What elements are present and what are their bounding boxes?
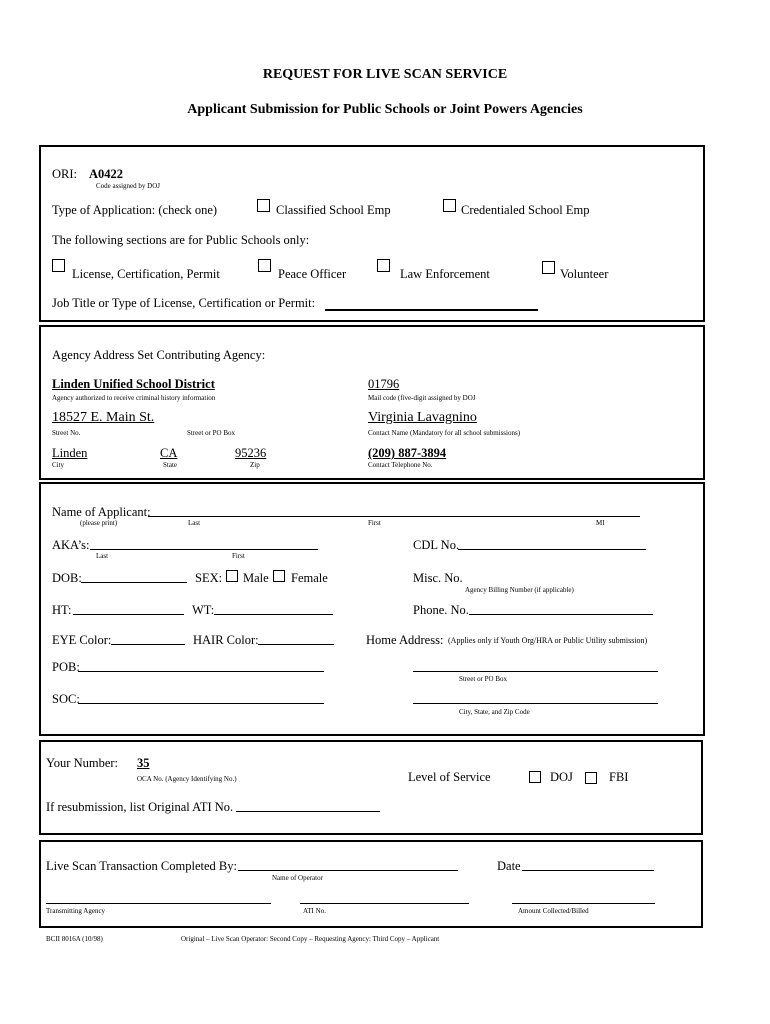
license-label: License, Certification, Permit xyxy=(72,267,220,281)
amount-field[interactable] xyxy=(512,903,655,904)
fbi-checkbox[interactable] xyxy=(585,772,597,784)
fbi-label: FBI xyxy=(609,770,629,784)
dob-field[interactable] xyxy=(81,582,187,583)
copy-distribution: Original – Live Scan Operator: Second Copy – Requesting Agency: Third Copy – Applicant xyxy=(181,935,440,943)
credentialed-checkbox[interactable] xyxy=(443,199,456,212)
doj-label: DOJ xyxy=(550,770,573,784)
transmitting-agency-caption: Transmitting Agency xyxy=(46,907,106,915)
mail-code-caption: Mail code (five-digit assigned by DOJ xyxy=(368,394,476,402)
law-enforcement-label: Law Enforcement xyxy=(400,267,490,281)
peace-officer-label: Peace Officer xyxy=(278,267,347,281)
aka-label: AKA’s: xyxy=(52,538,90,552)
level-of-service-label: Level of Service xyxy=(408,770,491,784)
job-title-label: Job Title or Type of License, Certification or Permit: xyxy=(52,296,316,310)
volunteer-checkbox[interactable] xyxy=(542,261,555,274)
form-subtitle: Applicant Submission for Public Schools or Joint Powers Agencies xyxy=(187,102,583,117)
male-label: Male xyxy=(243,571,269,585)
height-label: HT: xyxy=(52,603,72,617)
home-street-caption: Street or PO Box xyxy=(459,675,508,683)
misc-caption: Agency Billing Number (if applicable) xyxy=(465,586,574,594)
home-city-caption: City, State, and Zip Code xyxy=(459,708,530,716)
law-enforcement-checkbox[interactable] xyxy=(377,259,390,272)
resubmission-label: If resubmission, list Original ATI No. xyxy=(46,800,234,814)
mail-code: 01796 xyxy=(368,377,400,391)
weight-label: WT: xyxy=(192,603,215,617)
home-address-label: Home Address: xyxy=(366,633,444,647)
phone-field[interactable] xyxy=(469,614,653,615)
agency-zip: 95236 xyxy=(235,446,267,460)
classified-checkbox[interactable] xyxy=(257,199,270,212)
male-checkbox[interactable] xyxy=(226,570,238,582)
weight-field[interactable] xyxy=(214,614,333,615)
aka-last-caption: Last xyxy=(96,552,109,560)
last-caption: Last xyxy=(188,519,201,527)
public-schools-note: The following sections are for Public Schools only: xyxy=(52,233,310,247)
cdl-label: CDL No. xyxy=(413,538,460,552)
dob-label: DOB: xyxy=(52,571,82,585)
form-title: REQUEST FOR LIVE SCAN SERVICE xyxy=(262,67,508,82)
agency-city: Linden xyxy=(52,446,88,460)
eye-color-field[interactable] xyxy=(111,644,185,645)
pob-field[interactable] xyxy=(78,671,324,672)
form-number: BCII 8016A (10/98) xyxy=(46,935,103,943)
credentialed-label: Credentialed School Emp xyxy=(461,203,590,217)
resubmission-field[interactable] xyxy=(236,811,380,812)
home-street-field[interactable] xyxy=(413,671,658,672)
soc-field[interactable] xyxy=(78,703,324,704)
female-label: Female xyxy=(291,571,328,585)
misc-label: Misc. No. xyxy=(413,571,463,585)
agency-street: 18527 E. Main St. xyxy=(52,410,155,425)
please-print-caption: (please print) xyxy=(80,519,118,527)
applicant-name-label: Name of Applicant: xyxy=(52,505,151,519)
pob-label: POB: xyxy=(52,660,80,674)
sex-label: SEX: xyxy=(195,571,223,585)
transmitting-agency-field[interactable] xyxy=(46,903,271,904)
applicant-name-field[interactable] xyxy=(148,516,640,517)
contact-phone: (209) 887-3894 xyxy=(368,446,447,460)
phone-label: Phone. No. xyxy=(413,603,469,617)
contact-phone-caption: Contact Telephone No. xyxy=(368,461,433,469)
first-caption: First xyxy=(368,519,381,527)
street-caption: Street No. xyxy=(52,429,81,437)
ori-caption: Code assigned by DOJ xyxy=(96,182,160,190)
date-field[interactable] xyxy=(522,870,654,871)
po-box-caption: Street or PO Box xyxy=(187,429,236,437)
city-caption: City xyxy=(52,461,65,469)
agency-heading: Agency Address Set Contributing Agency: xyxy=(52,348,266,362)
doj-checkbox[interactable] xyxy=(529,771,541,783)
volunteer-label: Volunteer xyxy=(560,267,609,281)
contact-caption: Contact Name (Mandatory for all school submissions) xyxy=(368,429,521,437)
application-type-label: Type of Application: (check one) xyxy=(52,203,218,217)
operator-field[interactable] xyxy=(238,870,458,871)
operator-caption: Name of Operator xyxy=(272,874,323,882)
completed-by-label: Live Scan Transaction Completed By: xyxy=(46,859,237,873)
license-checkbox[interactable] xyxy=(52,259,65,272)
classified-label: Classified School Emp xyxy=(276,203,391,217)
aka-field[interactable] xyxy=(90,549,318,550)
ori-label: ORI: xyxy=(52,167,77,181)
peace-officer-checkbox[interactable] xyxy=(258,259,271,272)
mi-caption: MI xyxy=(596,519,605,527)
completion-section xyxy=(39,840,703,928)
agency-name: Linden Unified School District xyxy=(52,377,215,391)
date-label: Date xyxy=(497,859,521,873)
your-number-label: Your Number: xyxy=(46,756,118,770)
soc-label: SOC: xyxy=(52,692,80,706)
ati-caption: ATI No. xyxy=(303,907,326,915)
agency-name-caption: Agency authorized to receive criminal history information xyxy=(52,394,216,402)
job-title-field[interactable] xyxy=(325,309,538,311)
home-city-field[interactable] xyxy=(413,703,658,704)
height-field[interactable] xyxy=(73,614,184,615)
hair-color-label: HAIR Color: xyxy=(193,633,259,647)
female-checkbox[interactable] xyxy=(273,570,285,582)
ori-value: A0422 xyxy=(89,167,124,181)
zip-caption: Zip xyxy=(250,461,260,469)
oca-section xyxy=(39,740,703,835)
amount-caption: Amount Collected/Billed xyxy=(518,907,589,915)
ati-field[interactable] xyxy=(300,903,469,904)
home-address-note: (Applies only if Youth Org/HRA or Public Utility submission) xyxy=(448,636,648,645)
hair-color-field[interactable] xyxy=(258,644,334,645)
aka-first-caption: First xyxy=(232,552,245,560)
your-number-value: 35 xyxy=(137,756,150,770)
contact-name: Virginia Lavagnino xyxy=(368,410,477,425)
agency-state: CA xyxy=(160,446,178,460)
oca-caption: OCA No. (Agency Identifying No.) xyxy=(137,775,237,783)
cdl-field[interactable] xyxy=(458,549,646,550)
eye-color-label: EYE Color: xyxy=(52,633,112,647)
state-caption: State xyxy=(163,461,177,469)
